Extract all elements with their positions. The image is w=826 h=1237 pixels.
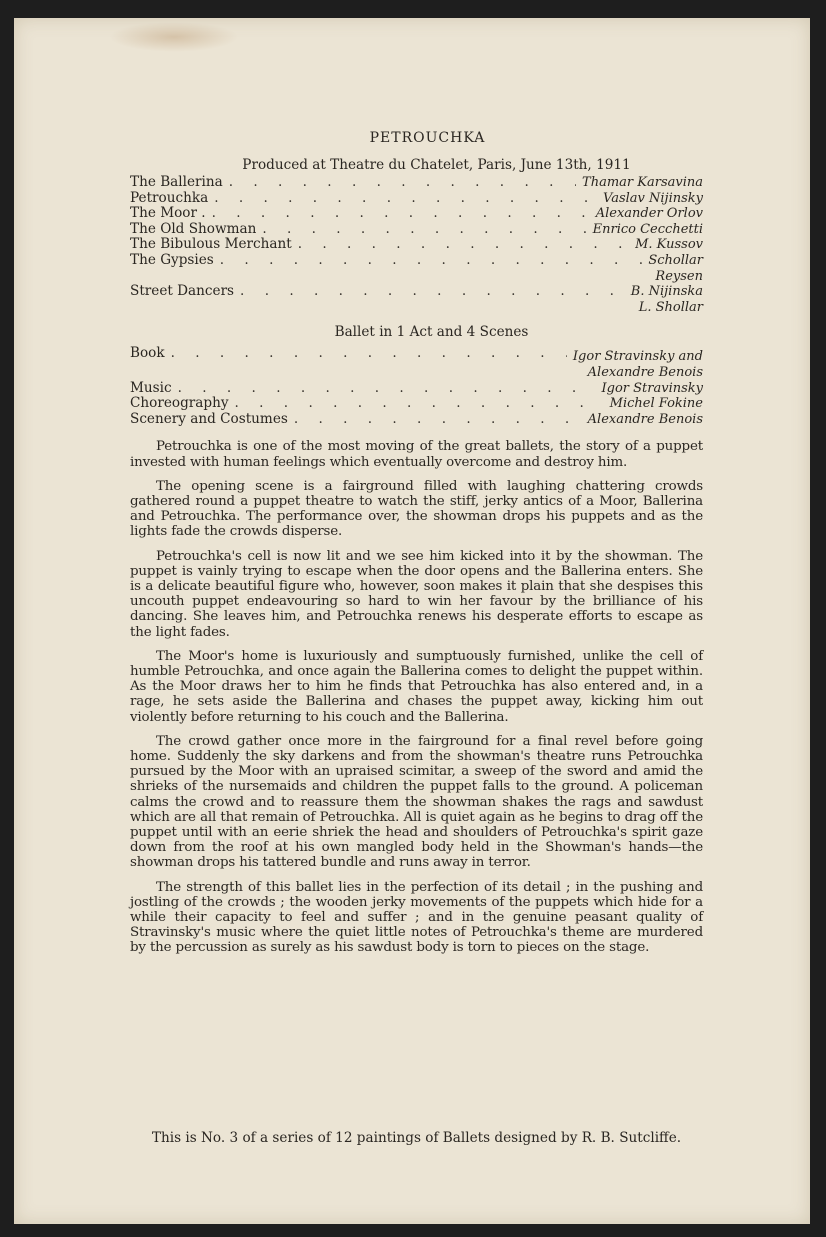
credit-name: Michel Fokine: [609, 396, 703, 412]
cast-row: [130, 284, 703, 315]
credit-role: Choreography: [130, 395, 229, 412]
credit-row: [130, 412, 703, 428]
cast-row: [130, 222, 703, 238]
leader-dots: [171, 346, 567, 362]
leader-dots: [220, 253, 643, 269]
cast-row: [130, 175, 703, 191]
leader-dots: [240, 284, 625, 300]
series-footer: This is No. 3 of a series of 12 paintings of Ballets designed by R. B. Sutcliffe.: [151, 1130, 682, 1146]
credit-role: Music: [130, 379, 172, 396]
leader-dots: [235, 396, 604, 412]
paper-stain: [109, 22, 239, 52]
synopsis-paragraph: The Moor's home is luxuriously and sumptuously furnished, unlike the cell of humble Petrouchka, and once again the Ballerina comes to delight the puppet within. As the Moor draws her to him he finds that Petrouchka has also entered and, in a rage, he sets aside the Ballerina and chases the puppet away, kicking him out violently before returning to his couch and the Ballerina.: [130, 648, 703, 725]
synopsis-paragraph: The strength of this ballet lies in the perfection of its detail ; in the pushing and jostling of the crowds ; the wooden jerky movements of the puppets which hide for a while their capacity to feel and suffer ; and in the genuine peasant quality of Stravinsky's music where the quiet little notes of Petrouchka's theme are murdered by the percussion as surely as his sawdust body is torn to pieces on the stage.: [130, 879, 703, 956]
cast-role: Street Dancers: [130, 283, 235, 300]
cast-name: Enrico Cecchetti: [592, 221, 703, 237]
section-heading: Ballet in 1 Act and 4 Scenes: [334, 324, 529, 341]
credit-name: Igor Stravinsky and: [572, 349, 703, 365]
cast-row: [130, 206, 703, 222]
credit-name: Alexandre Benois: [587, 411, 703, 427]
synopsis-paragraph: Petrouchka is one of the most moving of the great ballets, the story of a puppet invested with human feelings which eventually overcome and destroy him.: [130, 439, 703, 470]
cast-role: The Moor .: [130, 205, 206, 222]
synopsis-paragraph: Petrouchka's cell is now lit and we see him kicked into it by the showman. The puppet is vainly trying to escape when the door opens and the Ballerina enters. She is a delicate beautiful figure who, however, soon makes it plain that she despises this uncouth puppet endeavouring so hard to win her favour by the brilliance of his dancing. She leaves him, and Petrouchka renews his desperate efforts to escape as the light fades.: [130, 548, 703, 640]
ballet-title: PETROUCHKA: [369, 130, 486, 146]
leader-dots: [298, 237, 629, 253]
cast-role: The Old Showman: [130, 220, 257, 237]
cast-role: The Ballerina: [130, 174, 223, 190]
cast-name: Vaslav Nijinsky: [603, 190, 703, 206]
cast-row: [130, 253, 703, 284]
synopsis-paragraph: The crowd gather once more in the fairground for a final revel before going home. Suddenly the sky darkens and from the showman's theatre runs Petrouchka pursued by the Moor with an upraised scimitar, a sweep of the sword and amid the shrieks of the nursemaids and children the puppet falls to the ground. A policeman calms the crowd and to reassure them the showman shakes the rags and sawdust which are all that remain of Petrouchka. All is quiet again as he begins to drag off the puppet until with an eerie shriek the head and shoulders of Petrouchka's spirit gaze down from the roof at his own mangled body held in the Showman's hands—the showman drops his tattered bundle and runs away in terror.: [130, 733, 703, 871]
cast-name: Thamar Karsavina: [582, 175, 703, 190]
cast-role: Petrouchka: [130, 189, 209, 206]
leader-dots: [229, 175, 576, 191]
cast-row: [130, 191, 703, 207]
programme-content: [130, 130, 703, 965]
leader-dots: [294, 412, 582, 428]
cast-row: [130, 237, 703, 253]
cast-role: The Gypsies: [130, 251, 214, 268]
programme-sheet: [14, 18, 810, 1224]
leader-dots: [262, 222, 586, 238]
credits-list: [130, 346, 703, 427]
cast-role: The Bibulous Merchant: [130, 236, 292, 253]
credit-row: [130, 381, 703, 397]
cast-name: Reysen: [655, 268, 703, 284]
leader-dots: [178, 381, 596, 397]
cast-name: Alexander Orlov: [595, 206, 703, 222]
cast-name: Schollar: [648, 252, 703, 268]
credit-row: [130, 346, 703, 380]
cast-name: L. Shollar: [638, 299, 703, 315]
cast-name: M. Kussov: [635, 237, 703, 253]
credit-name: Igor Stravinsky: [601, 380, 703, 396]
production-note: Produced at Theatre du Chatelet, Paris, June 13th, 1911: [242, 157, 631, 173]
credit-row: [130, 396, 703, 412]
synopsis-paragraph: The opening scene is a fairground filled with laughing chattering crowds gathered round a puppet theatre to watch the stiff, jerky antics of a Moor, Ballerina and Petrouchka. The performance over, the showman drops his puppets and as the lights fade the crowds disperse.: [130, 478, 703, 540]
credit-name: Alexandre Benois: [587, 364, 703, 380]
cast-list: [130, 175, 703, 315]
cast-name: B. Nijinska: [630, 284, 703, 300]
leader-dots: [214, 191, 597, 207]
synopsis: [130, 439, 703, 955]
leader-dots: [212, 206, 590, 222]
credit-role: Book: [130, 345, 165, 362]
credit-role: Scenery and Costumes: [130, 410, 288, 427]
